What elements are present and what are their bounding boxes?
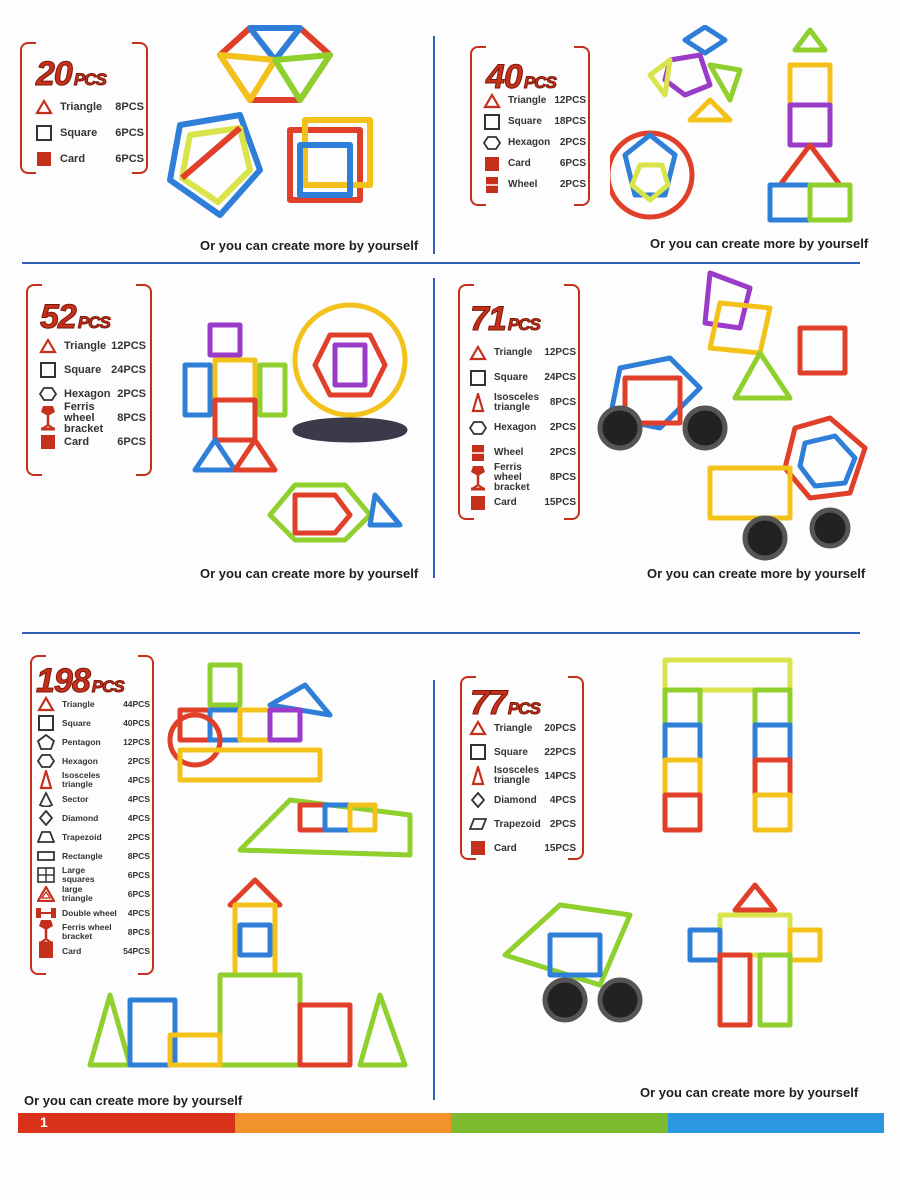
part-name: Isosceles triangle bbox=[62, 770, 101, 789]
footer-segment-red bbox=[18, 1113, 235, 1133]
part-quantity: 2PCS bbox=[559, 179, 586, 190]
pentagon-icon bbox=[36, 734, 56, 750]
part-name: Wheel bbox=[494, 447, 524, 458]
part-name: Trapezoid bbox=[62, 831, 102, 842]
set-1-parts-list bbox=[34, 94, 144, 172]
part-name: Square bbox=[64, 364, 102, 376]
set-5-models-illustration bbox=[60, 655, 430, 1095]
part-quantity: 2PCS bbox=[127, 831, 150, 842]
part-quantity: 8PCS bbox=[549, 472, 576, 483]
piece-count: 77 bbox=[470, 684, 506, 722]
part-quantity: 54PCS bbox=[123, 945, 150, 956]
diamond-icon bbox=[36, 810, 56, 826]
part-quantity: 4PCS bbox=[127, 793, 150, 804]
footer-segment-orange bbox=[235, 1113, 452, 1133]
list-item bbox=[468, 461, 576, 493]
pcs-label: PCS bbox=[73, 70, 106, 89]
page-number: 1 bbox=[40, 1114, 48, 1130]
footer-segment-blue bbox=[668, 1113, 885, 1133]
part-name: Triangle bbox=[508, 95, 547, 106]
list-item bbox=[482, 111, 586, 132]
square-icon bbox=[468, 744, 488, 760]
part-name: Rectangle bbox=[62, 850, 103, 861]
part-name: Square bbox=[494, 372, 528, 383]
part-quantity: 15PCS bbox=[544, 842, 576, 854]
divider-column-1 bbox=[433, 36, 435, 254]
set-2-parts-list bbox=[482, 90, 586, 195]
piece-count: 71 bbox=[470, 300, 506, 338]
square-icon bbox=[36, 715, 56, 731]
list-item bbox=[34, 146, 144, 172]
part-quantity: 2PCS bbox=[549, 447, 576, 458]
triangle-icon bbox=[482, 93, 502, 109]
divider-top bbox=[22, 262, 860, 264]
part-name: Hexagon bbox=[494, 422, 537, 433]
card-icon bbox=[468, 840, 488, 856]
part-name: Trapezoid bbox=[494, 818, 541, 830]
part-name: Triangle bbox=[494, 722, 533, 734]
set-2-caption: Or you can create more by yourself bbox=[650, 236, 869, 251]
triangle-icon bbox=[36, 696, 56, 712]
part-name: Isosceles triangle bbox=[494, 765, 540, 786]
part-quantity: 6PCS bbox=[115, 127, 144, 139]
sector-icon bbox=[36, 791, 56, 807]
part-name: Wheel bbox=[508, 179, 538, 190]
part-quantity: 2PCS bbox=[559, 137, 586, 148]
part-name: Triangle bbox=[494, 347, 533, 358]
square-icon bbox=[468, 370, 488, 386]
part-name: Square bbox=[60, 127, 98, 139]
large-square-icon bbox=[36, 867, 56, 883]
pcs-label: PCS bbox=[523, 73, 556, 92]
part-quantity: 22PCS bbox=[544, 746, 576, 758]
wheel-icon bbox=[482, 176, 502, 194]
part-name: Triangle bbox=[64, 340, 107, 352]
list-item bbox=[468, 415, 576, 440]
pcs-label: PCS bbox=[507, 699, 540, 718]
wheel-icon bbox=[468, 444, 488, 462]
part-quantity: 4PCS bbox=[127, 812, 150, 823]
list-item bbox=[468, 490, 576, 515]
list-item bbox=[38, 400, 146, 435]
set-2-models-illustration bbox=[610, 25, 870, 230]
part-name: Diamond bbox=[62, 812, 99, 823]
list-item bbox=[468, 365, 576, 390]
part-quantity: 6PCS bbox=[127, 888, 150, 899]
part-quantity: 12PCS bbox=[544, 347, 576, 358]
part-name: Triangle bbox=[62, 698, 95, 709]
part-quantity: 15PCS bbox=[544, 497, 576, 508]
set-3-caption: Or you can create more by yourself bbox=[200, 566, 419, 581]
list-item bbox=[38, 334, 146, 358]
hexagon-icon bbox=[36, 753, 56, 769]
part-name: Diamond bbox=[494, 794, 537, 806]
set-3-models-illustration bbox=[175, 285, 425, 555]
part-quantity: 2PCS bbox=[117, 388, 146, 400]
part-name: Card bbox=[494, 497, 517, 508]
set-4-models-illustration bbox=[590, 268, 870, 568]
double-wheel-icon bbox=[36, 906, 56, 920]
part-quantity: 24PCS bbox=[111, 364, 146, 376]
part-name: Isosceles triangle bbox=[494, 391, 540, 413]
part-quantity: 40PCS bbox=[123, 717, 150, 728]
part-name: Triangle bbox=[60, 101, 103, 113]
set-1-title bbox=[36, 55, 106, 94]
rectangle-icon bbox=[36, 848, 56, 864]
part-name: large triangle bbox=[62, 884, 93, 903]
card-icon bbox=[482, 156, 502, 172]
part-name: Card bbox=[60, 153, 86, 165]
ferris-wheel-bracket-icon bbox=[468, 465, 488, 491]
triangle-icon bbox=[38, 338, 58, 354]
piece-count: 20 bbox=[36, 55, 72, 93]
isosceles-triangle-icon bbox=[36, 770, 56, 790]
part-name: Hexagon bbox=[508, 137, 551, 148]
list-item bbox=[468, 390, 576, 415]
square-icon bbox=[38, 362, 58, 378]
part-quantity: 20PCS bbox=[544, 722, 576, 734]
piece-count: 52 bbox=[40, 298, 76, 336]
part-name: Ferris wheel bracket bbox=[64, 400, 104, 435]
set-6-caption: Or you can create more by yourself bbox=[640, 1085, 859, 1100]
part-name: Card bbox=[508, 158, 531, 169]
card-icon bbox=[34, 151, 54, 167]
part-quantity: 6PCS bbox=[559, 158, 586, 169]
part-quantity: 4PCS bbox=[127, 774, 150, 785]
card-icon bbox=[468, 495, 488, 511]
part-name: Ferris wheel bracket bbox=[62, 922, 112, 941]
piece-count: 40 bbox=[486, 58, 522, 96]
part-name: Card bbox=[62, 945, 82, 956]
part-quantity: 4PCS bbox=[549, 794, 576, 806]
part-quantity: 8PCS bbox=[127, 850, 150, 861]
part-quantity: 24PCS bbox=[544, 372, 576, 383]
footer-segment-green bbox=[451, 1113, 668, 1133]
part-quantity: 44PCS bbox=[123, 698, 150, 709]
triangle-icon bbox=[34, 99, 54, 115]
part-name: Hexagon bbox=[62, 755, 98, 766]
card-icon bbox=[38, 434, 58, 450]
set-1-models-illustration bbox=[160, 20, 375, 235]
set-5-caption: Or you can create more by yourself bbox=[24, 1093, 243, 1108]
card-icon bbox=[36, 943, 56, 959]
part-quantity: 8PCS bbox=[117, 412, 146, 424]
pcs-label: PCS bbox=[77, 313, 110, 332]
part-name: Square bbox=[62, 717, 91, 728]
part-quantity: 8PCS bbox=[549, 397, 576, 408]
part-name: Hexagon bbox=[64, 388, 111, 400]
set-6-models-illustration bbox=[490, 655, 870, 1075]
trapezoid-icon bbox=[36, 829, 56, 845]
list-item bbox=[34, 120, 144, 146]
part-quantity: 4PCS bbox=[127, 907, 150, 918]
list-item bbox=[482, 174, 586, 195]
part-quantity: 6PCS bbox=[127, 869, 150, 880]
part-quantity: 8PCS bbox=[127, 926, 150, 937]
part-name: Ferris wheel bracket bbox=[494, 461, 530, 493]
list-item bbox=[482, 90, 586, 111]
set-4-title bbox=[470, 300, 540, 339]
hexagon-icon bbox=[38, 386, 58, 402]
divider-column-3 bbox=[433, 680, 435, 1100]
pcs-label: PCS bbox=[91, 677, 124, 696]
piece-count: 198 bbox=[36, 662, 90, 700]
part-name: Square bbox=[508, 116, 542, 127]
triangle-icon bbox=[468, 345, 488, 361]
hexagon-icon bbox=[468, 420, 488, 436]
diamond-icon bbox=[468, 792, 488, 808]
part-quantity: 18PCS bbox=[554, 116, 586, 127]
square-icon bbox=[34, 125, 54, 141]
part-name: Card bbox=[64, 436, 90, 448]
square-icon bbox=[482, 114, 502, 130]
part-quantity: 12PCS bbox=[123, 736, 150, 747]
list-item bbox=[468, 340, 576, 365]
part-quantity: 2PCS bbox=[549, 818, 576, 830]
isosceles-triangle-icon bbox=[468, 766, 488, 786]
set-4-parts-list bbox=[468, 340, 576, 515]
part-quantity: 14PCS bbox=[544, 770, 576, 782]
hexagon-icon bbox=[482, 135, 502, 151]
isosceles-triangle-icon bbox=[468, 393, 488, 413]
part-quantity: 12PCS bbox=[554, 95, 586, 106]
list-item bbox=[468, 440, 576, 465]
part-quantity: 2PCS bbox=[127, 755, 150, 766]
part-name: Card bbox=[494, 842, 517, 854]
pcs-label: PCS bbox=[507, 315, 540, 334]
part-name: Square bbox=[494, 746, 528, 758]
part-name: Sector bbox=[62, 793, 89, 804]
list-item bbox=[34, 94, 144, 120]
ferris-wheel-bracket-icon bbox=[38, 405, 58, 431]
large-triangle-icon bbox=[36, 886, 56, 902]
ferris-wheel-bracket-icon bbox=[36, 919, 56, 945]
part-name: Large squares bbox=[62, 865, 95, 884]
footer-color-bar bbox=[18, 1113, 884, 1133]
divider-middle bbox=[22, 632, 860, 634]
part-quantity: 2PCS bbox=[549, 422, 576, 433]
set-1-caption: Or you can create more by yourself bbox=[200, 238, 419, 253]
set-3-parts-list bbox=[38, 334, 146, 454]
list-item bbox=[482, 132, 586, 153]
trapezoid-icon bbox=[468, 816, 488, 832]
list-item bbox=[38, 358, 146, 382]
divider-column-2 bbox=[433, 278, 435, 578]
set-4-caption: Or you can create more by yourself bbox=[647, 566, 866, 581]
triangle-icon bbox=[468, 720, 488, 736]
part-name: Pentagon bbox=[62, 736, 101, 747]
part-name: Double wheel bbox=[62, 907, 117, 918]
part-quantity: 6PCS bbox=[117, 436, 146, 448]
set-3-title bbox=[40, 298, 110, 337]
list-item bbox=[482, 153, 586, 174]
part-quantity: 8PCS bbox=[115, 101, 144, 113]
part-quantity: 6PCS bbox=[115, 153, 144, 165]
part-quantity: 12PCS bbox=[111, 340, 146, 352]
